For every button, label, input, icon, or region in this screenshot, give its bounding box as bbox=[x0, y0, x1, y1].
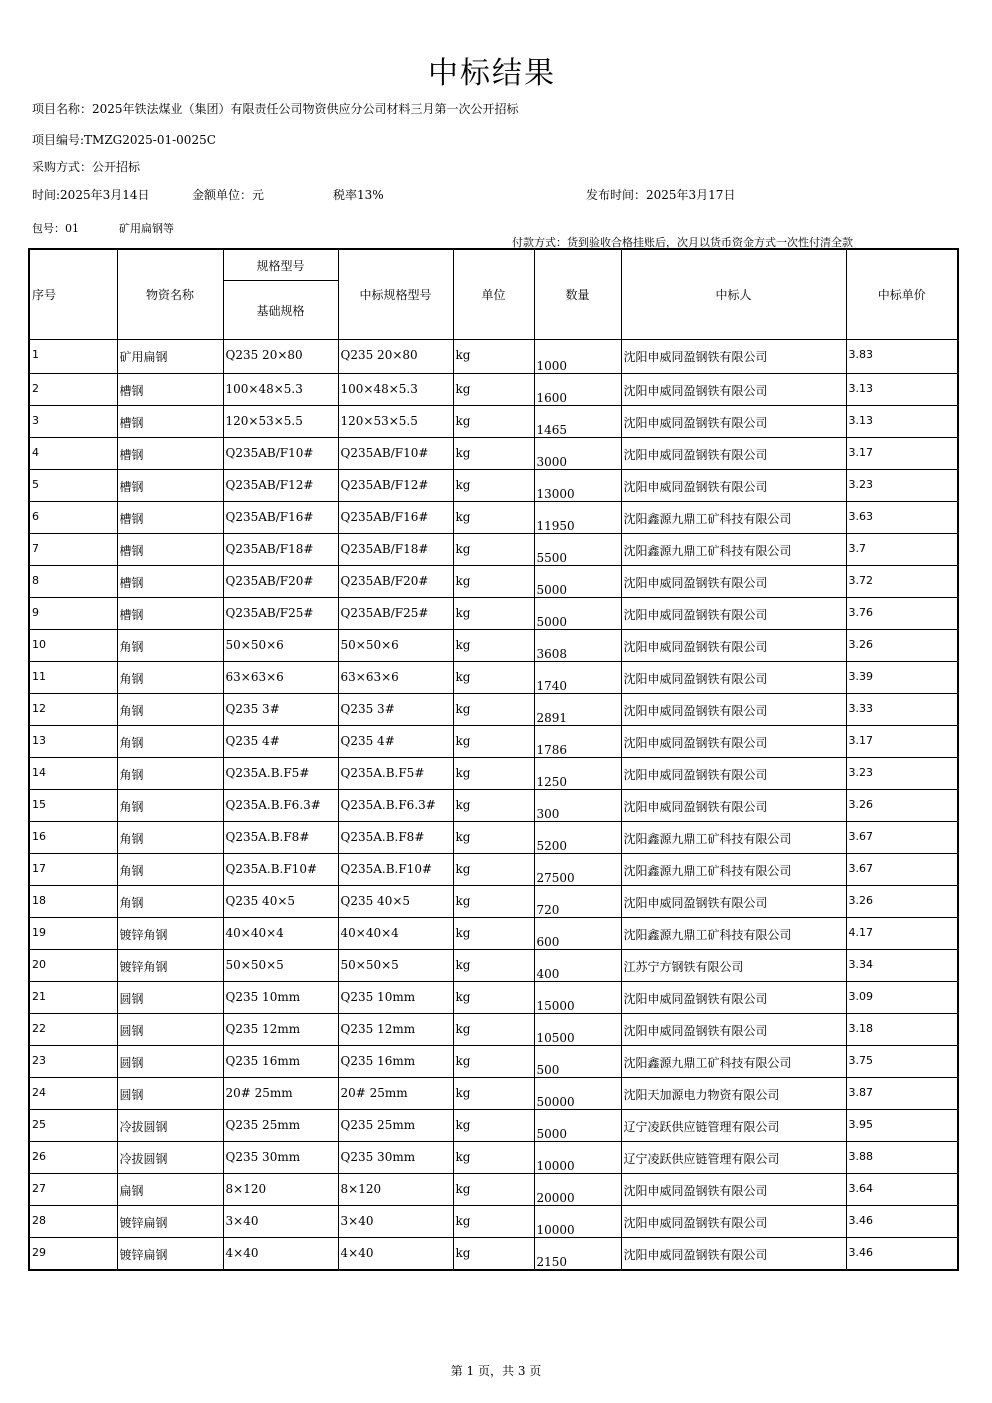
row-base-spec: 40×40×4 bbox=[223, 918, 338, 950]
row-unit: kg bbox=[453, 726, 534, 758]
row-seq: 15 bbox=[29, 790, 117, 822]
table-row bbox=[29, 822, 958, 854]
row-unit: kg bbox=[453, 374, 534, 406]
row-seq: 25 bbox=[29, 1110, 117, 1142]
row-seq: 27 bbox=[29, 1174, 117, 1206]
row-win-spec: 8×120 bbox=[338, 1174, 453, 1206]
row-win-spec: Q235 16mm bbox=[338, 1046, 453, 1078]
row-name: 槽钢 bbox=[117, 566, 223, 598]
row-name: 角钢 bbox=[117, 790, 223, 822]
row-unit: kg bbox=[453, 406, 534, 438]
table-row bbox=[29, 1014, 958, 1046]
row-winner: 江苏宁方钢铁有限公司 bbox=[621, 950, 846, 982]
row-name: 槽钢 bbox=[117, 502, 223, 534]
row-price: 3.17 bbox=[846, 726, 958, 758]
row-qty: 400 bbox=[534, 950, 621, 982]
row-unit: kg bbox=[453, 1046, 534, 1078]
row-base-spec: 4×40 bbox=[223, 1238, 338, 1270]
row-win-spec: Q235 10mm bbox=[338, 982, 453, 1014]
header-qty: 数量 bbox=[534, 249, 621, 340]
row-name: 角钢 bbox=[117, 886, 223, 918]
row-win-spec: Q235 12mm bbox=[338, 1014, 453, 1046]
row-unit: kg bbox=[453, 1238, 534, 1270]
row-price: 3.46 bbox=[846, 1238, 958, 1270]
row-base-spec: Q235 12mm bbox=[223, 1014, 338, 1046]
row-base-spec: Q235AB/F10# bbox=[223, 438, 338, 470]
row-qty: 300 bbox=[534, 790, 621, 822]
row-unit: kg bbox=[453, 886, 534, 918]
row-winner: 沈阳申威同盈钢铁有限公司 bbox=[621, 982, 846, 1014]
row-name: 镀锌角钢 bbox=[117, 918, 223, 950]
publish-time: 发布时间：2025年3月17日 bbox=[586, 188, 736, 202]
header-winner: 中标人 bbox=[621, 249, 846, 340]
tax-rate: 税率13% bbox=[333, 188, 384, 202]
row-unit: kg bbox=[453, 566, 534, 598]
row-win-spec: 63×63×6 bbox=[338, 662, 453, 694]
row-winner: 沈阳申威同盈钢铁有限公司 bbox=[621, 726, 846, 758]
table-row bbox=[29, 502, 958, 534]
row-name: 角钢 bbox=[117, 694, 223, 726]
row-price: 3.72 bbox=[846, 566, 958, 598]
row-winner: 沈阳申威同盈钢铁有限公司 bbox=[621, 406, 846, 438]
row-unit: kg bbox=[453, 1206, 534, 1238]
row-win-spec: Q235 4# bbox=[338, 726, 453, 758]
row-winner: 沈阳天加源电力物资有限公司 bbox=[621, 1078, 846, 1110]
row-price: 3.83 bbox=[846, 340, 958, 374]
table-row bbox=[29, 374, 958, 406]
row-qty: 1250 bbox=[534, 758, 621, 790]
row-qty: 5200 bbox=[534, 822, 621, 854]
table-row bbox=[29, 1238, 958, 1270]
row-qty: 5500 bbox=[534, 534, 621, 566]
row-win-spec: Q235AB/F10# bbox=[338, 438, 453, 470]
row-win-spec: Q235AB/F20# bbox=[338, 566, 453, 598]
row-qty: 2891 bbox=[534, 694, 621, 726]
row-winner: 沈阳申威同盈钢铁有限公司 bbox=[621, 340, 846, 374]
row-seq: 17 bbox=[29, 854, 117, 886]
row-unit: kg bbox=[453, 630, 534, 662]
project-number: 项目编号:TMZG2025-01-0025C bbox=[32, 133, 216, 147]
row-winner: 沈阳申威同盈钢铁有限公司 bbox=[621, 566, 846, 598]
row-winner: 沈阳申威同盈钢铁有限公司 bbox=[621, 758, 846, 790]
header-price: 中标单价 bbox=[846, 249, 958, 340]
row-price: 3.46 bbox=[846, 1206, 958, 1238]
header-unit: 单位 bbox=[453, 249, 534, 340]
row-seq: 23 bbox=[29, 1046, 117, 1078]
row-base-spec: Q235A.B.F8# bbox=[223, 822, 338, 854]
row-name: 镀锌扁钢 bbox=[117, 1238, 223, 1270]
row-seq: 7 bbox=[29, 534, 117, 566]
row-seq: 29 bbox=[29, 1238, 117, 1270]
row-unit: kg bbox=[453, 790, 534, 822]
table-row bbox=[29, 726, 958, 758]
row-win-spec: 120×53×5.5 bbox=[338, 406, 453, 438]
row-win-spec: Q235AB/F25# bbox=[338, 598, 453, 630]
tender-time: 时间:2025年3月14日 bbox=[32, 188, 150, 202]
row-base-spec: Q235 40×5 bbox=[223, 886, 338, 918]
purchase-method: 采购方式：公开招标 bbox=[32, 160, 141, 174]
row-name: 圆钢 bbox=[117, 982, 223, 1014]
row-qty: 13000 bbox=[534, 470, 621, 502]
table-row bbox=[29, 470, 958, 502]
row-name: 角钢 bbox=[117, 662, 223, 694]
table-row bbox=[29, 982, 958, 1014]
row-seq: 24 bbox=[29, 1078, 117, 1110]
row-unit: kg bbox=[453, 822, 534, 854]
row-unit: kg bbox=[453, 950, 534, 982]
row-qty: 10500 bbox=[534, 1014, 621, 1046]
row-price: 3.7 bbox=[846, 534, 958, 566]
row-price: 3.67 bbox=[846, 854, 958, 886]
row-win-spec: Q235A.B.F8# bbox=[338, 822, 453, 854]
table-row bbox=[29, 790, 958, 822]
row-win-spec: Q235A.B.F6.3# bbox=[338, 790, 453, 822]
row-qty: 3000 bbox=[534, 438, 621, 470]
row-price: 3.64 bbox=[846, 1174, 958, 1206]
row-base-spec: Q235 20×80 bbox=[223, 340, 338, 374]
row-winner: 沈阳鑫源九鼎工矿科技有限公司 bbox=[621, 854, 846, 886]
row-price: 3.26 bbox=[846, 790, 958, 822]
row-qty: 20000 bbox=[534, 1174, 621, 1206]
row-qty: 600 bbox=[534, 918, 621, 950]
row-name: 槽钢 bbox=[117, 534, 223, 566]
row-seq: 2 bbox=[29, 374, 117, 406]
row-winner: 沈阳鑫源九鼎工矿科技有限公司 bbox=[621, 534, 846, 566]
row-winner: 沈阳申威同盈钢铁有限公司 bbox=[621, 438, 846, 470]
row-qty: 27500 bbox=[534, 854, 621, 886]
row-price: 3.67 bbox=[846, 822, 958, 854]
row-base-spec: Q235AB/F12# bbox=[223, 470, 338, 502]
row-name: 圆钢 bbox=[117, 1014, 223, 1046]
header-base-spec: 基础规格 bbox=[223, 281, 338, 340]
table-row bbox=[29, 340, 958, 374]
page-title: 中标结果 bbox=[428, 56, 556, 91]
row-price: 4.17 bbox=[846, 918, 958, 950]
row-base-spec: Q235AB/F25# bbox=[223, 598, 338, 630]
row-qty: 5000 bbox=[534, 566, 621, 598]
row-win-spec: 4×40 bbox=[338, 1238, 453, 1270]
row-seq: 3 bbox=[29, 406, 117, 438]
row-unit: kg bbox=[453, 470, 534, 502]
row-base-spec: 8×120 bbox=[223, 1174, 338, 1206]
row-winner: 沈阳申威同盈钢铁有限公司 bbox=[621, 630, 846, 662]
row-qty: 500 bbox=[534, 1046, 621, 1078]
row-name: 角钢 bbox=[117, 630, 223, 662]
row-seq: 28 bbox=[29, 1206, 117, 1238]
row-unit: kg bbox=[453, 1174, 534, 1206]
row-win-spec: Q235AB/F16# bbox=[338, 502, 453, 534]
table-row bbox=[29, 1078, 958, 1110]
table-row bbox=[29, 694, 958, 726]
row-base-spec: Q235A.B.F6.3# bbox=[223, 790, 338, 822]
table-row bbox=[29, 566, 958, 598]
row-name: 镀锌角钢 bbox=[117, 950, 223, 982]
row-seq: 22 bbox=[29, 1014, 117, 1046]
row-seq: 16 bbox=[29, 822, 117, 854]
row-base-spec: Q235A.B.F5# bbox=[223, 758, 338, 790]
row-base-spec: Q235AB/F16# bbox=[223, 502, 338, 534]
row-seq: 4 bbox=[29, 438, 117, 470]
row-qty: 10000 bbox=[534, 1206, 621, 1238]
row-unit: kg bbox=[453, 1078, 534, 1110]
currency-unit: 金额单位：元 bbox=[192, 188, 265, 202]
row-base-spec: Q235 10mm bbox=[223, 982, 338, 1014]
row-seq: 6 bbox=[29, 502, 117, 534]
row-winner: 沈阳申威同盈钢铁有限公司 bbox=[621, 1238, 846, 1270]
row-base-spec: Q235 3# bbox=[223, 694, 338, 726]
row-name: 角钢 bbox=[117, 822, 223, 854]
row-base-spec: 3×40 bbox=[223, 1206, 338, 1238]
row-win-spec: Q235A.B.F10# bbox=[338, 854, 453, 886]
table-row bbox=[29, 1142, 958, 1174]
table-row bbox=[29, 1110, 958, 1142]
row-unit: kg bbox=[453, 598, 534, 630]
project-name: 项目名称：2025年铁法煤业（集团）有限责任公司物资供应分公司材料三月第一次公开招标 bbox=[32, 102, 519, 116]
row-price: 3.88 bbox=[846, 1142, 958, 1174]
row-winner: 沈阳鑫源九鼎工矿科技有限公司 bbox=[621, 822, 846, 854]
row-base-spec: 100×48×5.3 bbox=[223, 374, 338, 406]
row-qty: 5000 bbox=[534, 598, 621, 630]
row-base-spec: 50×50×6 bbox=[223, 630, 338, 662]
row-win-spec: 100×48×5.3 bbox=[338, 374, 453, 406]
row-qty: 2150 bbox=[534, 1238, 621, 1270]
row-price: 3.09 bbox=[846, 982, 958, 1014]
row-qty: 10000 bbox=[534, 1142, 621, 1174]
header-spec-group: 规格型号 bbox=[223, 249, 338, 281]
row-winner: 沈阳申威同盈钢铁有限公司 bbox=[621, 790, 846, 822]
row-unit: kg bbox=[453, 438, 534, 470]
row-seq: 14 bbox=[29, 758, 117, 790]
row-win-spec: 50×50×6 bbox=[338, 630, 453, 662]
row-name: 冷拔圆钢 bbox=[117, 1142, 223, 1174]
table-row bbox=[29, 438, 958, 470]
table-row bbox=[29, 630, 958, 662]
row-unit: kg bbox=[453, 758, 534, 790]
table-row bbox=[29, 950, 958, 982]
row-price: 3.34 bbox=[846, 950, 958, 982]
row-winner: 沈阳申威同盈钢铁有限公司 bbox=[621, 1014, 846, 1046]
row-price: 3.76 bbox=[846, 598, 958, 630]
row-unit: kg bbox=[453, 918, 534, 950]
row-base-spec: Q235 16mm bbox=[223, 1046, 338, 1078]
row-unit: kg bbox=[453, 1014, 534, 1046]
row-name: 扁钢 bbox=[117, 1174, 223, 1206]
row-win-spec: 3×40 bbox=[338, 1206, 453, 1238]
row-price: 3.23 bbox=[846, 758, 958, 790]
row-win-spec: 40×40×4 bbox=[338, 918, 453, 950]
row-seq: 20 bbox=[29, 950, 117, 982]
row-price: 3.75 bbox=[846, 1046, 958, 1078]
row-qty: 15000 bbox=[534, 982, 621, 1014]
row-unit: kg bbox=[453, 854, 534, 886]
row-qty: 720 bbox=[534, 886, 621, 918]
page-footer: 第 1 页，共 3 页 bbox=[450, 1364, 542, 1378]
row-win-spec: Q235 25mm bbox=[338, 1110, 453, 1142]
row-unit: kg bbox=[453, 982, 534, 1014]
row-winner: 沈阳申威同盈钢铁有限公司 bbox=[621, 886, 846, 918]
row-qty: 11950 bbox=[534, 502, 621, 534]
row-name: 角钢 bbox=[117, 726, 223, 758]
row-price: 3.33 bbox=[846, 694, 958, 726]
table-row bbox=[29, 886, 958, 918]
row-seq: 5 bbox=[29, 470, 117, 502]
header-name: 物资名称 bbox=[117, 249, 223, 340]
payment-terms: 付款方式：货到验收合格挂账后，次月以货币资金方式一次性付清全款 bbox=[512, 236, 853, 249]
row-winner: 沈阳鑫源九鼎工矿科技有限公司 bbox=[621, 1046, 846, 1078]
table-row bbox=[29, 662, 958, 694]
table-row bbox=[29, 598, 958, 630]
row-winner: 沈阳鑫源九鼎工矿科技有限公司 bbox=[621, 502, 846, 534]
row-winner: 辽宁凌跃供应链管理有限公司 bbox=[621, 1142, 846, 1174]
row-win-spec: Q235A.B.F5# bbox=[338, 758, 453, 790]
row-base-spec: Q235 4# bbox=[223, 726, 338, 758]
row-price: 3.63 bbox=[846, 502, 958, 534]
table-row bbox=[29, 918, 958, 950]
row-winner: 沈阳申威同盈钢铁有限公司 bbox=[621, 598, 846, 630]
row-qty: 5000 bbox=[534, 1110, 621, 1142]
table-row bbox=[29, 534, 958, 566]
row-name: 槽钢 bbox=[117, 374, 223, 406]
row-winner: 沈阳鑫源九鼎工矿科技有限公司 bbox=[621, 918, 846, 950]
row-name: 镀锌扁钢 bbox=[117, 1206, 223, 1238]
row-unit: kg bbox=[453, 1142, 534, 1174]
row-qty: 1740 bbox=[534, 662, 621, 694]
row-seq: 10 bbox=[29, 630, 117, 662]
package-number: 包号：01 bbox=[32, 222, 79, 235]
row-unit: kg bbox=[453, 694, 534, 726]
row-price: 3.18 bbox=[846, 1014, 958, 1046]
row-qty: 3608 bbox=[534, 630, 621, 662]
row-seq: 18 bbox=[29, 886, 117, 918]
row-name: 冷拔圆钢 bbox=[117, 1110, 223, 1142]
row-name: 槽钢 bbox=[117, 406, 223, 438]
row-seq: 26 bbox=[29, 1142, 117, 1174]
row-unit: kg bbox=[453, 502, 534, 534]
row-unit: kg bbox=[453, 662, 534, 694]
table-row bbox=[29, 854, 958, 886]
row-winner: 辽宁凌跃供应链管理有限公司 bbox=[621, 1110, 846, 1142]
row-win-spec: Q235 30mm bbox=[338, 1142, 453, 1174]
row-win-spec: 20# 25mm bbox=[338, 1078, 453, 1110]
row-win-spec: Q235AB/F18# bbox=[338, 534, 453, 566]
row-price: 3.95 bbox=[846, 1110, 958, 1142]
row-seq: 12 bbox=[29, 694, 117, 726]
row-win-spec: Q235 3# bbox=[338, 694, 453, 726]
row-name: 圆钢 bbox=[117, 1078, 223, 1110]
row-base-spec: 20# 25mm bbox=[223, 1078, 338, 1110]
row-qty: 1000 bbox=[534, 340, 621, 374]
table-row bbox=[29, 758, 958, 790]
table-body bbox=[29, 340, 958, 1270]
row-name: 槽钢 bbox=[117, 598, 223, 630]
row-price: 3.23 bbox=[846, 470, 958, 502]
row-win-spec: Q235 20×80 bbox=[338, 340, 453, 374]
table-row bbox=[29, 1206, 958, 1238]
row-base-spec: 50×50×5 bbox=[223, 950, 338, 982]
row-price: 3.13 bbox=[846, 406, 958, 438]
row-price: 3.26 bbox=[846, 886, 958, 918]
row-price: 3.87 bbox=[846, 1078, 958, 1110]
row-win-spec: Q235 40×5 bbox=[338, 886, 453, 918]
row-winner: 沈阳申威同盈钢铁有限公司 bbox=[621, 694, 846, 726]
row-winner: 沈阳申威同盈钢铁有限公司 bbox=[621, 1206, 846, 1238]
row-unit: kg bbox=[453, 1110, 534, 1142]
row-winner: 沈阳申威同盈钢铁有限公司 bbox=[621, 374, 846, 406]
row-winner: 沈阳申威同盈钢铁有限公司 bbox=[621, 470, 846, 502]
row-seq: 9 bbox=[29, 598, 117, 630]
row-name: 角钢 bbox=[117, 854, 223, 886]
row-unit: kg bbox=[453, 534, 534, 566]
row-base-spec: Q235 30mm bbox=[223, 1142, 338, 1174]
row-base-spec: 63×63×6 bbox=[223, 662, 338, 694]
row-base-spec: Q235 25mm bbox=[223, 1110, 338, 1142]
row-seq: 13 bbox=[29, 726, 117, 758]
row-win-spec: Q235AB/F12# bbox=[338, 470, 453, 502]
row-name: 圆钢 bbox=[117, 1046, 223, 1078]
row-win-spec: 50×50×5 bbox=[338, 950, 453, 982]
row-base-spec: Q235AB/F18# bbox=[223, 534, 338, 566]
package-name: 矿用扁钢等 bbox=[119, 222, 174, 235]
row-price: 3.26 bbox=[846, 630, 958, 662]
row-name: 角钢 bbox=[117, 758, 223, 790]
row-qty: 1465 bbox=[534, 406, 621, 438]
row-winner: 沈阳申威同盈钢铁有限公司 bbox=[621, 662, 846, 694]
row-unit: kg bbox=[453, 340, 534, 374]
row-qty: 50000 bbox=[534, 1078, 621, 1110]
table-row bbox=[29, 1174, 958, 1206]
row-name: 槽钢 bbox=[117, 470, 223, 502]
row-price: 3.17 bbox=[846, 438, 958, 470]
row-base-spec: Q235AB/F20# bbox=[223, 566, 338, 598]
row-qty: 1600 bbox=[534, 374, 621, 406]
row-base-spec: Q235A.B.F10# bbox=[223, 854, 338, 886]
row-price: 3.13 bbox=[846, 374, 958, 406]
results-table bbox=[28, 248, 959, 1271]
row-seq: 11 bbox=[29, 662, 117, 694]
header-win-spec: 中标规格型号 bbox=[338, 249, 453, 340]
row-base-spec: 120×53×5.5 bbox=[223, 406, 338, 438]
table-row bbox=[29, 1046, 958, 1078]
row-winner: 沈阳申威同盈钢铁有限公司 bbox=[621, 1174, 846, 1206]
row-seq: 1 bbox=[29, 340, 117, 374]
table-row bbox=[29, 406, 958, 438]
row-seq: 19 bbox=[29, 918, 117, 950]
header-seq: 序号 bbox=[29, 249, 117, 340]
row-price: 3.39 bbox=[846, 662, 958, 694]
row-qty: 1786 bbox=[534, 726, 621, 758]
row-seq: 8 bbox=[29, 566, 117, 598]
row-name: 矿用扁钢 bbox=[117, 340, 223, 374]
row-seq: 21 bbox=[29, 982, 117, 1014]
row-name: 槽钢 bbox=[117, 438, 223, 470]
